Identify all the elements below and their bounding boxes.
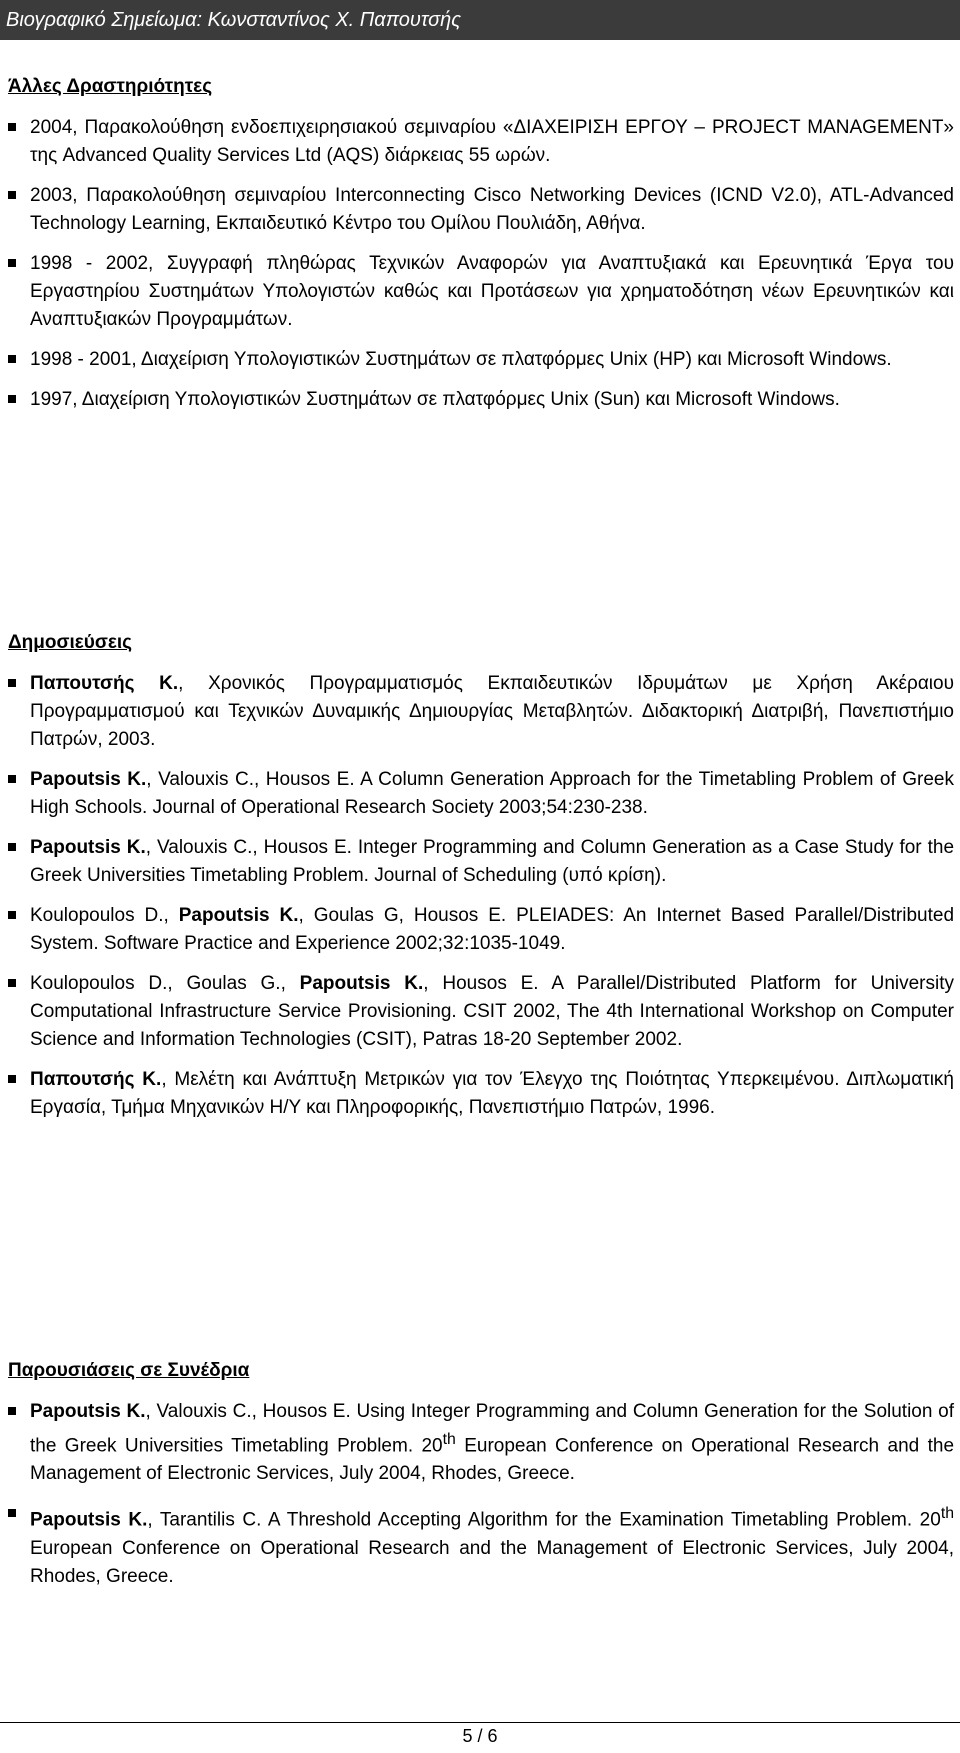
item-text: 1998 - 2001, Διαχείριση Υπολογιστικών Συστημάτων σε πλατφόρμες Unix (HP) και Microsoft Windows. [30, 349, 892, 370]
conference-text: , Tarantilis C. A Threshold Accepting Algorithm for the Examination Timetabling Problem. 20 [147, 1509, 941, 1531]
bullet-icon [8, 259, 16, 267]
publication-text: , Μελέτη και Ανάπτυξη Μετρικών για τον Έλεγχο της Ποιότητας Υπερκειμένου. Διπλωματική Εργασία, Τμήμα Μηχανικών Η/Υ και Πληροφορικής, Πανεπιστήμιο Πατρών, 1996. [30, 1069, 954, 1118]
publication-item [8, 1066, 954, 1122]
author-name: Papoutsis K. [30, 837, 146, 858]
conference-text-continued: European Conference on Operational Research and the Management of Electronic Services, July 2004, Rhodes, Greece. [30, 1537, 954, 1587]
item-text: 1997, Διαχείριση Υπολογιστικών Συστημάτων σε πλατφόρμες Unix (Sun) και Microsoft Windows. [30, 389, 840, 410]
bullet-icon [8, 911, 16, 919]
footer-divider [0, 1722, 960, 1723]
coauthor-prefix: Koulopoulos D., Goulas G., [30, 973, 300, 994]
publication-item [8, 970, 954, 1054]
other-activities-list [8, 114, 954, 426]
author-name: Papoutsis K. [178, 905, 299, 926]
publication-text: , Valouxis C., Housos E. A Column Generation Approach for the Timetabling Problem of Greek High Schools. Journal of Operational Research Society 2003;54:230-238. [30, 769, 954, 818]
bullet-icon [8, 679, 16, 687]
section-title-publications: Δημοσιεύσεις [8, 632, 133, 653]
list-item [8, 346, 954, 374]
coauthor-prefix: Koulopoulos D., [30, 905, 179, 926]
bullet-icon [8, 843, 16, 851]
author-name: Παπουτσής Κ. [30, 1069, 162, 1090]
publication-text: , Goulas G, Housos E. PLEIADES: An Internet Based Parallel/Distributed System. Software Practice and Experience 2002;32:1035-1049. [30, 905, 955, 954]
page-number: 5 / 6 [462, 1726, 498, 1746]
bullet-icon [8, 775, 16, 783]
item-text: 2003, Παρακολούθηση σεμιναρίου Interconnecting Cisco Networking Devices (ICND V2.0), ATL-Advanced Technology Learning, Εκπαιδευτικό Κέντρο του Ομίλου Πουλιάδη, Αθήνα. [30, 185, 954, 234]
conference-text: , Valouxis C., Housos E. Using Integer Programming and Column Generation for the Solution of the Greek Universities Timetabling Problem. 20 [30, 1401, 955, 1457]
bullet-icon [8, 979, 16, 987]
author-name: Papoutsis K. [299, 973, 424, 994]
publication-text: , Valouxis C., Housos E. Integer Programming and Column Generation as a Case Study for the Greek Universities Timetabling Problem. Journal of Scheduling (υπό κρίση). [30, 837, 955, 886]
conference-item [8, 1398, 954, 1488]
ordinal-suffix: th [442, 1431, 456, 1448]
publication-item [8, 834, 954, 890]
bullet-icon [8, 1509, 16, 1517]
publication-item [8, 902, 954, 958]
author-name: Papoutsis K. [30, 1509, 148, 1531]
conference-text-continued: European Conference on Operational Research and the Management of Electronic Services, July 2004, Rhodes, Greece. [30, 1435, 955, 1485]
publication-item [8, 766, 954, 822]
bullet-icon [8, 191, 16, 199]
bullet-icon [8, 395, 16, 403]
author-name: Papoutsis K. [30, 1401, 146, 1422]
list-item [8, 114, 954, 170]
bullet-icon [8, 355, 16, 363]
list-item [8, 250, 954, 334]
list-item [8, 182, 954, 238]
header-title: Βιογραφικό Σημείωμα: Κωνσταντίνος Χ. Παπουτσής [6, 9, 462, 31]
section-title-other-activities: Άλλες Δραστηριότητες [8, 76, 213, 97]
author-name: Παπουτσής Κ. [30, 673, 179, 694]
publication-text: , Housos E. A Parallel/Distributed Platform for University Computational Infrastructure Service Provisioning. CSIT 2002, The 4th International Workshop on Computer Science and Information Technologies (CSIT), Patras 18-20 September 2002. [30, 973, 955, 1050]
item-text: 1998 - 2002, Συγγραφή πληθώρας Τεχνικών Αναφορών για Αναπτυξιακά και Ερευνητικά Έργα του Εργαστηρίου Συστημάτων Υπολογιστών καθώς και Προτάσεων για χρηματοδότηση νέων Ερευνητικών και Αναπτυξιακών Προγραμμάτων. [30, 253, 954, 330]
publication-text: , Χρονικός Προγραμματισμός Εκπαιδευτικών Ιδρυμάτων με Χρήση Ακέραιου Προγραμματισμού και Τεχνικών Δυναμικής Δημιουργίας Μεταβλητών. Διδακτορική Διατριβή, Πανεπιστήμιο Πατρών, 2003. [30, 673, 954, 750]
bullet-icon [8, 123, 16, 131]
publication-item [8, 670, 954, 754]
conference-item [8, 1500, 954, 1590]
section-title-conferences: Παρουσιάσεις σε Συνέδρια [8, 1360, 250, 1381]
list-item [8, 386, 954, 414]
bullet-icon [8, 1075, 16, 1083]
document-header [0, 0, 960, 40]
ordinal-suffix: th [940, 1505, 955, 1523]
item-text: 2004, Παρακολούθηση ενδοεπιχειρησιακού σεμιναρίου «ΔΙΑΧΕΙΡΙΣΗ ΕΡΓΟΥ – PROJECT MANAGEMENT» της Advanced Quality Services Ltd (AQS) διάρκειας 55 ωρών. [30, 117, 954, 166]
conferences-list [8, 1398, 954, 1603]
bullet-icon [8, 1407, 16, 1415]
author-name: Papoutsis K. [30, 769, 147, 790]
publications-list [8, 670, 954, 1134]
